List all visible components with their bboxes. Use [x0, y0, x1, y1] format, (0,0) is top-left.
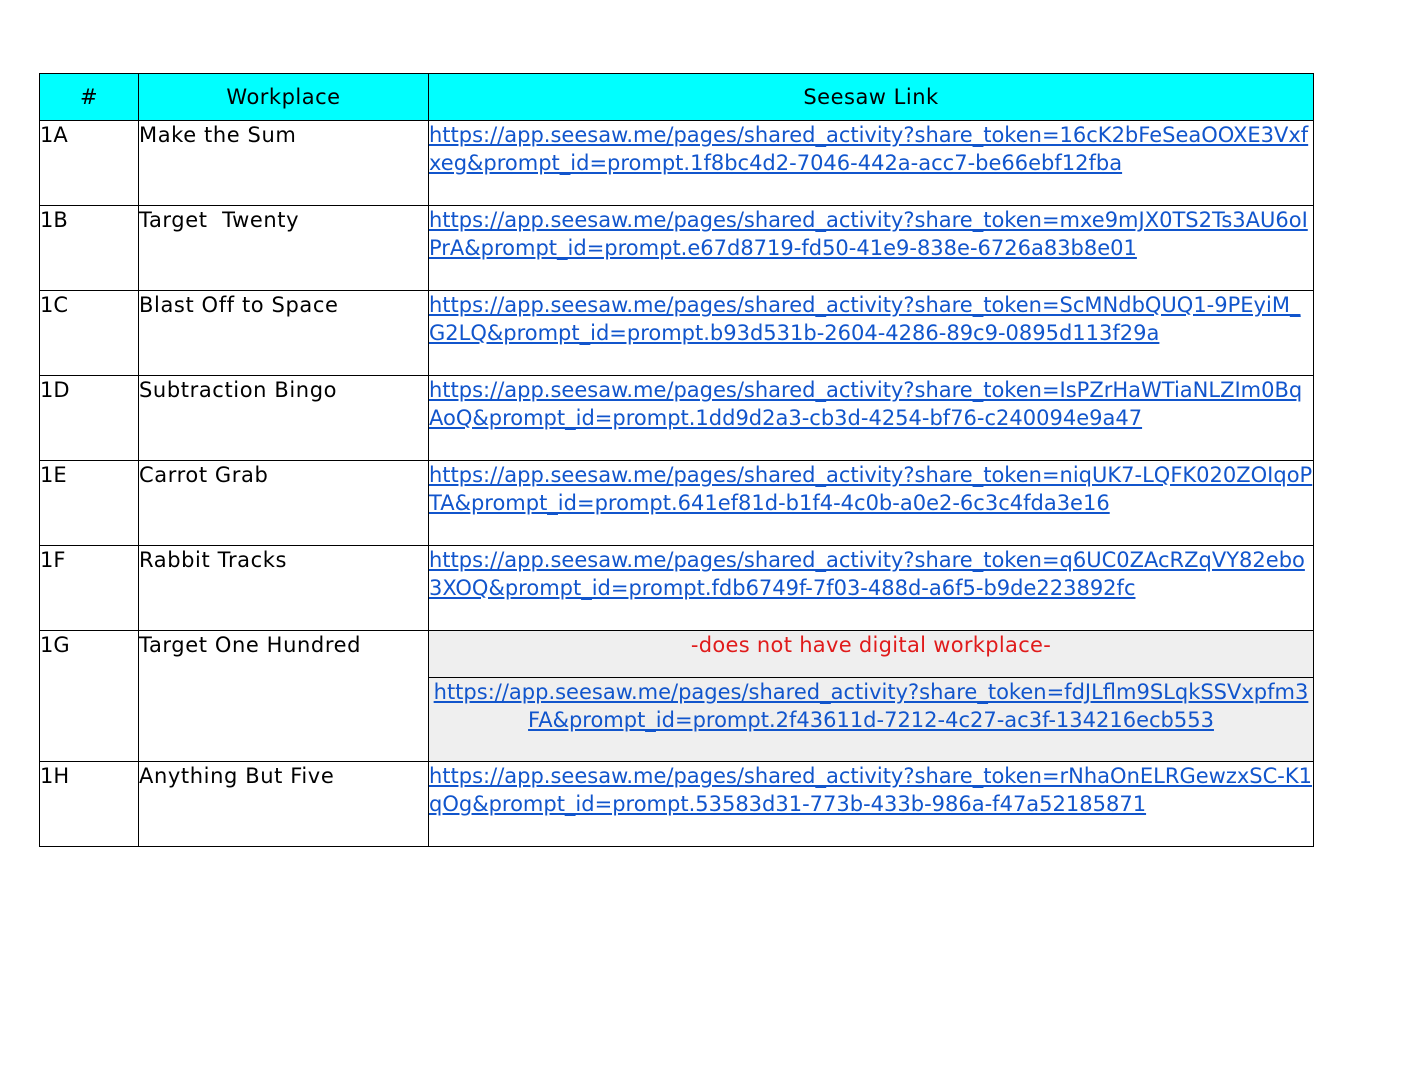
workplace-table [39, 73, 1314, 847]
link-cell [429, 291, 1314, 376]
table-row-1g [40, 631, 1314, 678]
row-number: 1F [40, 546, 139, 631]
seesaw-link[interactable]: https://app.seesaw.me/pages/shared_activity?share_token=mxe9mJX0TS2Ts3AU6oIPrA&prompt_id=prompt.e67d8719-fd50-41e9-838e-6726a83b8e01 [429, 208, 1308, 260]
seesaw-link[interactable]: https://app.seesaw.me/pages/shared_activity?share_token=rNhaOnELRGewzxSC-K1qOg&prompt_id=prompt.53583d31-773b-433b-986a-f47a52185871 [429, 764, 1312, 816]
workplace-name: Blast Off to Space [139, 291, 429, 376]
row-number: 1C [40, 291, 139, 376]
link-cell [429, 461, 1314, 546]
link-cell [429, 678, 1314, 762]
table-row [40, 461, 1314, 546]
seesaw-link[interactable]: https://app.seesaw.me/pages/shared_activity?share_token=q6UC0ZAcRZqVY82ebo3XOQ&prompt_id=prompt.fdb6749f-7f03-488d-a6f5-b9de223892fc [429, 548, 1305, 600]
header-num: # [40, 74, 139, 121]
link-cell [429, 762, 1314, 847]
header-row [40, 74, 1314, 121]
seesaw-link[interactable]: https://app.seesaw.me/pages/shared_activity?share_token=IsPZrHaWTiaNLZIm0BqAoQ&prompt_id=prompt.1dd9d2a3-cb3d-4254-bf76-c240094e9a47 [429, 378, 1303, 430]
row-number: 1H [40, 762, 139, 847]
header-workplace: Workplace [139, 74, 429, 121]
seesaw-link[interactable]: https://app.seesaw.me/pages/shared_activity?share_token=fdJLflm9SLqkSSVxpfm3FA&prompt_id=prompt.2f43611d-7212-4c27-ac3f-134216ecb553 [433, 680, 1309, 732]
link-cell [429, 206, 1314, 291]
link-cell [429, 121, 1314, 206]
row-number: 1E [40, 461, 139, 546]
workplace-name: Target One Hundred [139, 631, 429, 762]
row-number: 1A [40, 121, 139, 206]
seesaw-link[interactable]: https://app.seesaw.me/pages/shared_activity?share_token=ScMNdbQUQ1-9PEyiM_G2LQ&prompt_id=prompt.b93d531b-2604-4286-89c9-0895d113f29a [429, 293, 1301, 345]
table-row [40, 121, 1314, 206]
header-seesaw-link: Seesaw Link [429, 74, 1314, 121]
workplace-name: Anything But Five [139, 762, 429, 847]
table-row [40, 376, 1314, 461]
workplace-name: Make the Sum [139, 121, 429, 206]
link-cell [429, 376, 1314, 461]
row-number: 1D [40, 376, 139, 461]
workplace-name: Rabbit Tracks [139, 546, 429, 631]
row-number: 1B [40, 206, 139, 291]
table-row [40, 762, 1314, 847]
row-number: 1G [40, 631, 139, 762]
workplace-name: Subtraction Bingo [139, 376, 429, 461]
table-row [40, 206, 1314, 291]
no-digital-note: -does not have digital workplace- [429, 631, 1314, 678]
table-row [40, 546, 1314, 631]
workplace-name: Target Twenty [139, 206, 429, 291]
link-cell [429, 546, 1314, 631]
workplace-name: Carrot Grab [139, 461, 429, 546]
seesaw-link[interactable]: https://app.seesaw.me/pages/shared_activity?share_token=niqUK7-LQFK020ZOIqoPTA&prompt_id=prompt.641ef81d-b1f4-4c0b-a0e2-6c3c4fda3e16 [429, 463, 1313, 515]
table-row [40, 291, 1314, 376]
seesaw-link[interactable]: https://app.seesaw.me/pages/shared_activity?share_token=16cK2bFeSeaOOXE3Vxfxeg&prompt_id=prompt.1f8bc4d2-7046-442a-acc7-be66ebf12fba [429, 123, 1309, 175]
